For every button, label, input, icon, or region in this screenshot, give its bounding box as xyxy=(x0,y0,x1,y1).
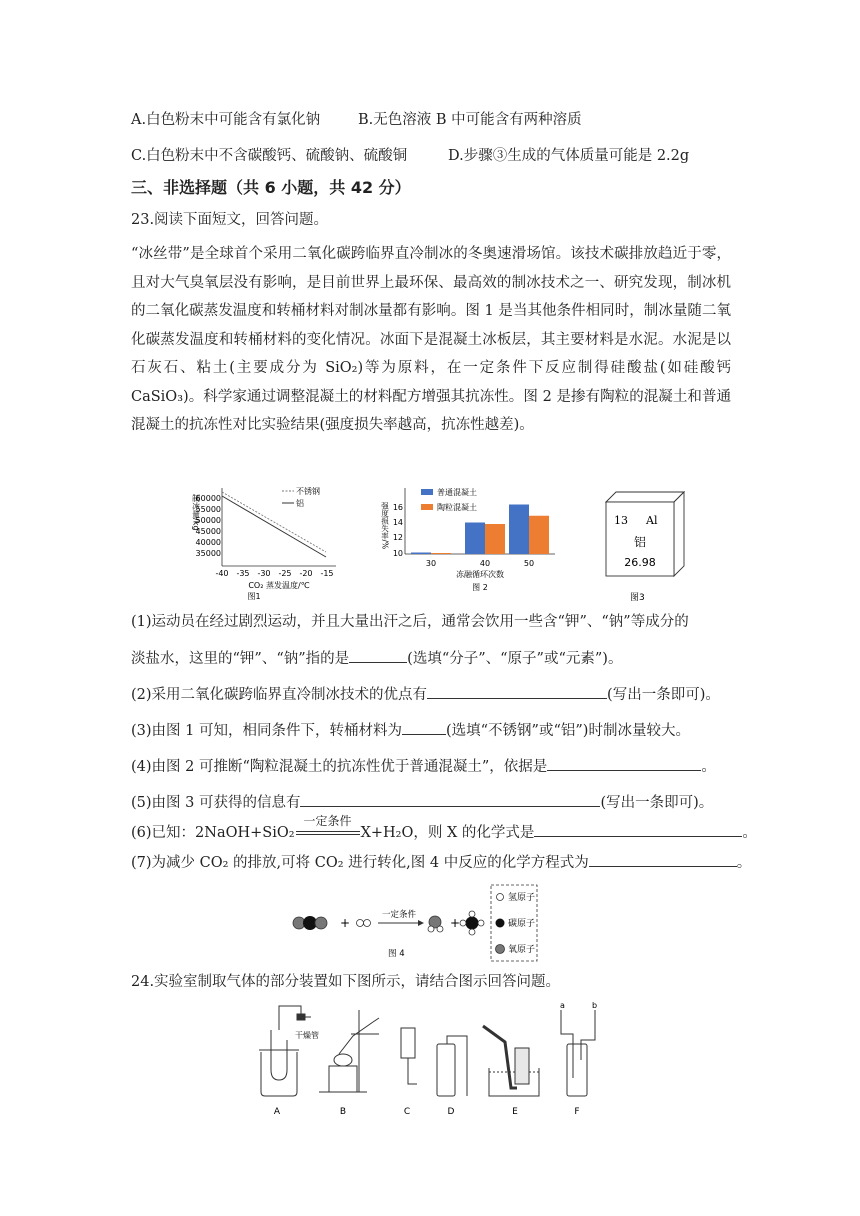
y-tick: 10 xyxy=(392,549,403,558)
x-tick: -40 xyxy=(215,569,229,578)
figure-2-bar-chart xyxy=(375,482,575,602)
q23-4-end: 。 xyxy=(701,759,716,775)
y-tick: 55000 xyxy=(195,505,221,514)
label-e: E xyxy=(512,1107,518,1117)
q23-2-text: (2)采用二氧化碳跨临界直冷制冰技术的优点有 xyxy=(131,687,428,703)
apparatus-a xyxy=(259,1006,311,1096)
x-tick: -30 xyxy=(257,569,271,578)
x-tick-30: 30 xyxy=(425,559,437,568)
label-b: B xyxy=(339,1107,347,1117)
figure-4-molecular-reaction xyxy=(290,882,540,964)
apparatus-b xyxy=(319,1010,379,1092)
label-a: A xyxy=(273,1107,281,1117)
q23-4 xyxy=(131,756,716,777)
answer-blank-6[interactable] xyxy=(534,822,742,837)
q23-5 xyxy=(131,792,713,813)
hydrogen-atom-icon xyxy=(364,920,371,927)
plus-sign: + xyxy=(340,916,351,930)
q23-3-text: (3)由图 1 可知，相同条件下，转桶材料为 xyxy=(131,723,402,739)
label-f: F xyxy=(574,1107,580,1117)
q23-7-text: (7)为减少 CO₂ 的排放,可将 CO₂ 进行转化,图 4 中反应的化学方程式为 xyxy=(131,855,589,871)
option-b: B.无色溶液 B 中可能含有两种溶质 xyxy=(358,112,582,128)
q23-1-text: 淡盐水，这里的“钾”、“钠”指的是 xyxy=(131,651,350,667)
figure-4-caption: 图 4 xyxy=(388,949,405,959)
reaction-condition: 一定条件 xyxy=(303,814,352,828)
option-d: D.步骤③生成的气体质量可能是 2.2g xyxy=(448,148,690,164)
label-d: D xyxy=(447,1107,455,1117)
answer-blank-7[interactable] xyxy=(589,852,737,867)
bar-normal-50 xyxy=(509,505,529,555)
steel-line xyxy=(222,492,326,552)
y-axis-label: 制冰量/kg xyxy=(191,494,201,531)
hydrogen-atom-icon xyxy=(469,911,475,917)
x-tick-50: 50 xyxy=(523,559,535,568)
bar-ceramic-50 xyxy=(529,516,549,554)
q23-2-hint: (写出一条即可)。 xyxy=(607,687,720,703)
label-c: C xyxy=(403,1107,411,1117)
y-tick: 12 xyxy=(392,533,403,542)
hydrogen-atom-icon xyxy=(428,926,434,932)
element-name: 铝 xyxy=(633,535,647,549)
q23-6-text: (6)已知：2NaOH+SiO₂ xyxy=(131,825,295,841)
oxygen-legend-icon xyxy=(496,945,505,954)
answer-blank-2[interactable] xyxy=(427,684,607,699)
lab-apparatus-figure xyxy=(255,1000,598,1120)
answer-blank-4[interactable] xyxy=(547,756,701,771)
hydrogen-atom-icon xyxy=(478,920,484,926)
hydrogen-atom-icon xyxy=(357,920,364,927)
bar-ceramic-30 xyxy=(431,553,451,554)
q23-1-line1: (1)运动员在经过剧烈运动，并且大量出汗之后，通常会饮用一些含“钾”、“钠”等成分的 xyxy=(131,614,689,630)
plus-sign: + xyxy=(450,916,461,930)
hydrogen-atom-icon xyxy=(460,920,466,926)
x-tick: -25 xyxy=(278,569,292,578)
x-tick: -20 xyxy=(299,569,313,578)
y-tick: 45000 xyxy=(195,527,221,536)
q23-4-text: (4)由图 2 可推断“陶粒混凝土的抗冻性优于普通混凝土”，依据是 xyxy=(131,759,548,775)
x-axis-label: 冻融循环次数 xyxy=(456,570,504,579)
legend-ceramic: 陶粒混凝土 xyxy=(437,503,477,512)
atomic-mass: 26.98 xyxy=(624,556,656,569)
q23-1-hint: (选填“分子”、“原子”或“元素”)。 xyxy=(407,651,623,667)
x-axis-label: CO₂ 蒸发温度/℃ xyxy=(248,581,310,590)
y-tick: 40000 xyxy=(195,538,221,547)
legend-normal: 普通混凝土 xyxy=(437,488,477,497)
option-a: A.白色粉末中可能含有氯化钠 xyxy=(131,112,321,128)
y-axis-label: 强度损失率/% xyxy=(380,502,390,550)
x-tick: -15 xyxy=(320,569,334,578)
legend-aluminum: 铝 xyxy=(296,499,304,508)
legend-steel: 不锈钢 xyxy=(296,487,320,496)
answer-blank-5[interactable] xyxy=(300,792,600,807)
q23-6-question: X+H₂O，则 X 的化学式是 xyxy=(360,825,535,841)
option-c: C.白色粉末中不含碳酸钙、硫酸钠、硫酸铜 xyxy=(131,148,408,164)
hydrogen-atom-icon xyxy=(437,926,443,932)
y-tick: 14 xyxy=(392,518,403,527)
port-b-label: b xyxy=(592,1001,598,1010)
figure-3-caption: 图3 xyxy=(630,593,645,603)
answer-blank-3[interactable] xyxy=(402,720,446,735)
apparatus-e xyxy=(483,1026,539,1096)
legend-oxygen: 氧原子 xyxy=(508,945,536,955)
y-tick: 60000 xyxy=(195,494,221,503)
figure-2-caption: 图 2 xyxy=(472,583,488,592)
q23-5-hint: (写出一条即可)。 xyxy=(600,795,714,811)
q23-7-end: 。 xyxy=(736,855,752,871)
q23-3-hint: (选填“不锈钢”或“铝”)时制冰量较大。 xyxy=(445,723,690,739)
q23-3 xyxy=(131,720,690,741)
element-symbol: Al xyxy=(646,514,658,527)
section-title: 三、非选择题（共 6 小题，共 42 分） xyxy=(131,178,411,197)
figure-1-caption: 图1 xyxy=(247,592,261,601)
figure-1-line-chart xyxy=(190,480,350,600)
q24-title: 24.实验室制取气体的部分装置如下图所示，请结合图示回答问题。 xyxy=(131,974,561,990)
hydrogen-legend-icon xyxy=(497,894,504,901)
q23-passage: “冰丝带”是全球首个采用二氧化碳跨临界直冷制冰的冬奥速滑场馆。该技术碳排放趋近于零，且对大气臭氧层没有影响，是目前世界上最环保、最高效的制冰技术之一、研究发现，制冰机的二氧化碳蒸发温度和转桶材料对制冰量都有影响。图 1 是当其他条件相同时，制冰量随二氧化碳蒸发温度和转桶材料的变化情况。冰面下是混凝土冰板层，其主要材料是水泥。水泥是以石灰石、粘土(主要成分为 SiO₂)等为原料，在一定条件下反应制得硅酸盐(如硅酸钙 CaSiO₃)。科学家通过调整混凝土的材料配方增强其抗冻性。图 2 是掺有陶粒的混凝土和普通混凝土的抗冻性对比实验结果(强度损失率越高，抗冻性越差)。 xyxy=(131,246,731,433)
x-tick-40: 40 xyxy=(479,559,491,568)
hydrogen-atom-icon xyxy=(469,929,475,935)
reaction-condition: 一定条件 xyxy=(381,910,417,920)
figure-3-element-card xyxy=(600,490,690,605)
q23-2 xyxy=(131,684,720,705)
x-tick: -35 xyxy=(236,569,250,578)
y-tick: 50000 xyxy=(195,516,221,525)
drying-tube-label: 干燥管 xyxy=(295,1031,319,1040)
q23-title: 23.阅读下面短文，回答问题。 xyxy=(131,212,329,228)
reaction-arrow xyxy=(295,814,361,843)
legend-ceramic-swatch xyxy=(421,504,433,510)
q23-7 xyxy=(131,852,751,873)
port-a-label: a xyxy=(560,1001,565,1010)
apparatus-d xyxy=(437,1036,467,1096)
oxygen-atom-icon xyxy=(315,917,327,929)
legend-normal-swatch xyxy=(421,489,433,495)
legend-hydrogen: 氢原子 xyxy=(508,893,536,903)
q23-5-text: (5)由图 3 可获得的信息有 xyxy=(131,795,301,811)
apparatus-c xyxy=(401,1028,417,1084)
carbon-legend-icon xyxy=(496,919,505,928)
answer-blank-1[interactable] xyxy=(349,648,407,663)
carbon-atom-icon xyxy=(466,917,479,930)
bar-normal-40 xyxy=(465,523,485,555)
legend-carbon: 碳原子 xyxy=(508,919,536,929)
q23-1-line2 xyxy=(131,648,622,669)
bar-normal-30 xyxy=(411,553,431,555)
y-tick: 16 xyxy=(392,503,403,512)
bar-ceramic-40 xyxy=(485,524,505,554)
aluminum-line xyxy=(222,496,326,557)
q23-6 xyxy=(131,814,757,843)
q23-6-end: 。 xyxy=(742,825,757,841)
apparatus-f xyxy=(561,1010,595,1096)
atomic-number: 13 xyxy=(614,514,628,527)
y-tick: 35000 xyxy=(195,549,221,558)
